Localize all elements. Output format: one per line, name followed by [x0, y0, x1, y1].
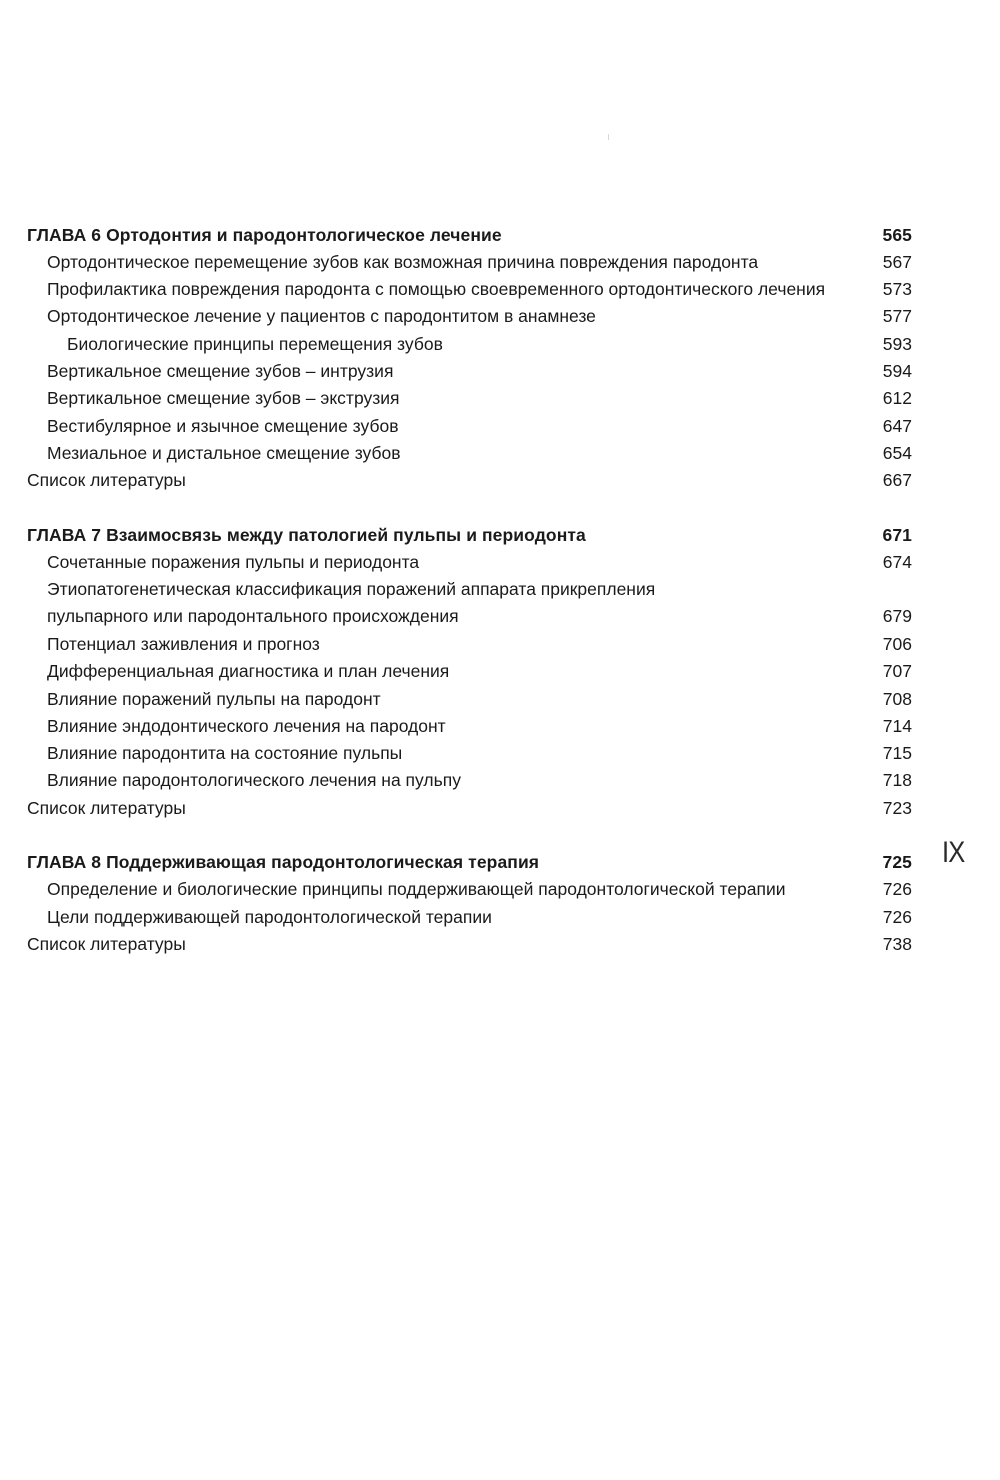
toc-entry-title: Список литературы: [27, 470, 186, 490]
toc-entry[interactable]: [0, 303, 1000, 330]
toc-entry-page: 725: [882, 852, 912, 872]
toc-entry-page: 667: [882, 470, 912, 490]
toc-entry[interactable]: [0, 276, 1000, 303]
toc-entry-title: Этиопатогенетическая классификация поражений аппарата прикрепления: [47, 579, 656, 599]
toc-entry-page: 679: [882, 606, 912, 626]
toc-entry-page: 706: [882, 634, 912, 654]
toc-entry[interactable]: [0, 358, 1000, 385]
toc-entry[interactable]: [0, 876, 1000, 903]
toc-entry[interactable]: [0, 713, 1000, 740]
toc-entry-page: 593: [882, 334, 912, 354]
toc-entry[interactable]: [0, 440, 1000, 467]
toc-entry-title: Список литературы: [27, 934, 186, 954]
toc-entry-page: 715: [882, 743, 912, 763]
toc-entry-page: 707: [882, 661, 912, 681]
scan-speck: [608, 134, 609, 140]
toc-entry-title: Определение и биологические принципы поддерживающей пародонтологической терапии: [47, 879, 786, 899]
toc-entry-page: 654: [882, 443, 912, 463]
toc-entry-title: Влияние пародонтита на состояние пульпы: [47, 743, 403, 763]
toc-entry[interactable]: [0, 603, 1000, 630]
toc-entry-page: 647: [882, 416, 912, 436]
toc-entry-title: Влияние пародонтологического лечения на пульпу: [47, 770, 461, 790]
toc-entry[interactable]: [0, 767, 1000, 794]
toc-entry[interactable]: [0, 904, 1000, 931]
toc-entry-title: ГЛАВА 8 Поддерживающая пародонтологическая терапия: [27, 852, 540, 872]
toc-entry-page: 577: [882, 306, 912, 326]
toc-entry-page: 726: [882, 879, 912, 899]
toc-entry[interactable]: [0, 549, 1000, 576]
toc-entry-title: Цели поддерживающей пародонтологической терапии: [47, 907, 492, 927]
toc-entry[interactable]: [0, 385, 1000, 412]
toc-entry[interactable]: [0, 249, 1000, 276]
toc-references[interactable]: [0, 467, 1000, 494]
toc-entry[interactable]: [0, 631, 1000, 658]
toc-entry-title: Биологические принципы перемещения зубов: [67, 334, 443, 354]
toc-entry-title: ГЛАВА 7 Взаимосвязь между патологией пульпы и периодонта: [27, 525, 586, 545]
toc-chapter-6[interactable]: [0, 222, 1000, 249]
toc-entry-title: Дифференциальная диагностика и план лечения: [47, 661, 450, 681]
toc-entry-title: Влияние поражений пульпы на пародонт: [47, 689, 381, 709]
toc-chapter-7[interactable]: [0, 522, 1000, 549]
toc-entry-page: 573: [882, 279, 912, 299]
toc-entry-page: 674: [882, 552, 912, 572]
toc-entry-page: 714: [882, 716, 912, 736]
toc-entry-title: Потенциал заживления и прогноз: [47, 634, 320, 654]
toc-entry-title: Список литературы: [27, 798, 186, 818]
toc-entry-title: Ортодонтическое лечение у пациентов с пародонтитом в анамнезе: [47, 306, 596, 326]
toc-entry-title: Ортодонтическое перемещение зубов как возможная причина повреждения пародонта: [47, 252, 759, 272]
toc-entry-page: 718: [882, 770, 912, 790]
toc-entry-title: пульпарного или пародонтального происхождения: [47, 606, 459, 626]
toc-entry-title: Профилактика повреждения пародонта с помощью своевременного ортодонтического лечения: [47, 279, 826, 299]
toc-chapter-8[interactable]: [0, 849, 1000, 876]
toc-entry[interactable]: [0, 658, 1000, 685]
toc-entry[interactable]: [0, 413, 1000, 440]
toc-entry-title: Влияние эндодонтического лечения на пародонт: [47, 716, 446, 736]
toc-entry-title: ГЛАВА 6 Ортодонтия и пародонтологическое лечение: [27, 225, 502, 245]
toc-entry-title: Вестибулярное и язычное смещение зубов: [47, 416, 399, 436]
toc-entry-page: 567: [882, 252, 912, 272]
toc-entry[interactable]: [0, 686, 1000, 713]
toc-entry-page: 612: [882, 388, 912, 408]
toc-entry-page: 565: [882, 225, 912, 245]
toc-entry-page: 708: [882, 689, 912, 709]
toc-entry[interactable]: [0, 740, 1000, 767]
toc-entry-page: 738: [882, 934, 912, 954]
toc-entry-title: Вертикальное смещение зубов – экструзия: [47, 388, 400, 408]
toc-references[interactable]: [0, 795, 1000, 822]
toc-entry-title: Вертикальное смещение зубов – интрузия: [47, 361, 394, 381]
page-number: IX: [942, 836, 965, 869]
toc-entry-page: 723: [882, 798, 912, 818]
toc-references[interactable]: [0, 931, 1000, 958]
toc-entry-title: Сочетанные поражения пульпы и периодонта: [47, 552, 420, 572]
toc-subentry[interactable]: [0, 331, 1000, 358]
toc-entry[interactable]: [0, 576, 1000, 603]
toc-entry-page: 726: [882, 907, 912, 927]
toc-entry-page: 594: [882, 361, 912, 381]
toc-entry-page: 671: [882, 525, 912, 545]
toc-entry-title: Мезиальное и дистальное смещение зубов: [47, 443, 401, 463]
